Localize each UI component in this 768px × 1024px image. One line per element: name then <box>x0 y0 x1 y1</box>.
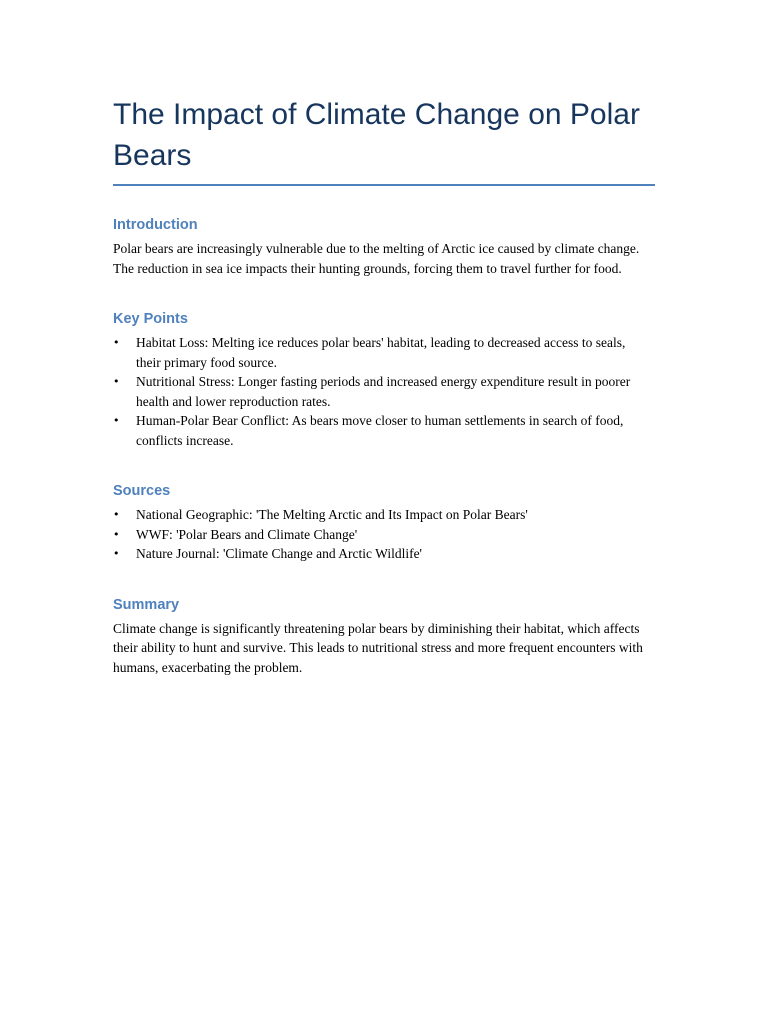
key-points-list <box>113 333 655 450</box>
bullet-icon: • <box>113 508 120 521</box>
list-item-text: Human-Polar Bear Conflict: As bears move closer to human settlements in search of food, conflicts increase. <box>136 413 624 448</box>
list-item <box>113 372 643 411</box>
list-item-text: WWF: 'Polar Bears and Climate Change' <box>136 526 358 542</box>
list-item <box>113 544 643 564</box>
key-points-section <box>113 310 655 450</box>
list-item-text: Nutritional Stress: Longer fasting periods and increased energy expenditure result in poorer health and lower reproduction rates. <box>136 374 631 409</box>
bullet-icon: • <box>113 375 120 388</box>
list-item <box>113 411 643 450</box>
introduction-text: Polar bears are increasingly vulnerable due to the melting of Arctic ice caused by climate change. The reduction in sea ice impacts their hunting grounds, forcing them to travel further for food. <box>113 241 640 276</box>
summary-heading: Summary <box>113 596 180 613</box>
introduction-section <box>113 216 655 278</box>
list-item <box>113 505 643 525</box>
sources-section <box>113 482 655 564</box>
document-title: The Impact of Climate Change on Polar Bears <box>113 94 655 186</box>
key-points-heading: Key Points <box>113 311 188 327</box>
bullet-icon: • <box>113 547 120 560</box>
bullet-icon: • <box>113 336 120 349</box>
list-item <box>113 525 643 545</box>
sources-heading: Sources <box>113 483 171 499</box>
introduction-heading: Introduction <box>113 217 198 233</box>
summary-text: Climate change is significantly threatening polar bears by diminishing their habitat, which affects their ability to hunt and survive. This leads to nutritional stress and more frequent encounters with humans, exacerbating the problem. <box>113 620 643 675</box>
bullet-icon: • <box>113 414 120 427</box>
summary-section <box>113 596 655 678</box>
list-item-text: Habitat Loss: Melting ice reduces polar bears' habitat, leading to decreased access to seals, their primary food source. <box>136 335 626 370</box>
bullet-icon: • <box>113 527 120 541</box>
list-item-text: National Geographic: 'The Melting Arctic and Its Impact on Polar Bears' <box>136 507 528 522</box>
list-item <box>113 333 643 372</box>
sources-list <box>113 505 655 564</box>
list-item-text: Nature Journal: 'Climate Change and Arctic Wildlife' <box>136 546 422 561</box>
